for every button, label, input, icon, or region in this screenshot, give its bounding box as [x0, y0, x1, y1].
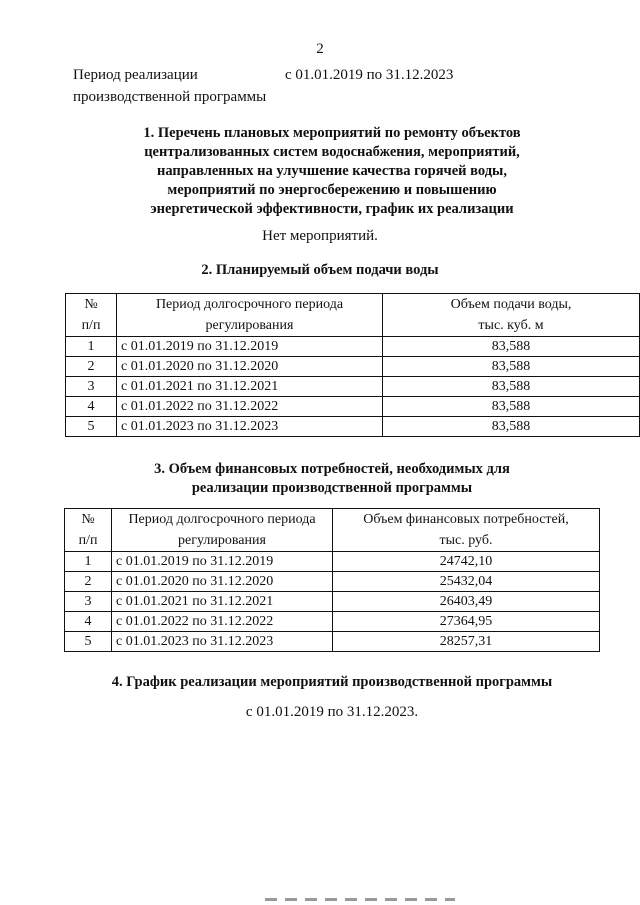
- row-period: с 01.01.2023 по 31.12.2023: [117, 417, 383, 437]
- table-header-row: [65, 509, 600, 552]
- header-period: Период долгосрочного периода регулирования: [117, 294, 383, 337]
- row-num: 4: [66, 397, 117, 417]
- table-row: [66, 357, 640, 377]
- row-period: с 01.01.2022 по 31.12.2022: [112, 612, 333, 632]
- water-volume-table: [65, 293, 640, 437]
- header-value: Объем финансовых потребностей, тыс. руб.: [333, 509, 600, 552]
- header-period: Период долгосрочного периода регулирования: [112, 509, 333, 552]
- table-row: [66, 397, 640, 417]
- row-value: 83,588: [383, 397, 640, 417]
- page-number: 2: [316, 41, 324, 57]
- row-num: 1: [66, 337, 117, 357]
- table-row: [65, 612, 600, 632]
- row-num: 2: [66, 357, 117, 377]
- row-value: 26403,49: [333, 592, 600, 612]
- row-period: с 01.01.2023 по 31.12.2023: [112, 632, 333, 652]
- table-row: [65, 592, 600, 612]
- section1-note: Нет мероприятий.: [262, 228, 378, 244]
- row-period: с 01.01.2019 по 31.12.2019: [117, 337, 383, 357]
- row-value: 25432,04: [333, 572, 600, 592]
- row-value: 83,588: [383, 417, 640, 437]
- row-period: с 01.01.2020 по 31.12.2020: [112, 572, 333, 592]
- row-value: 83,588: [383, 337, 640, 357]
- table-row: [66, 417, 640, 437]
- period-value: с 01.01.2019 по 31.12.2023: [285, 67, 454, 83]
- table-row: [65, 632, 600, 652]
- section4-title: 4. График реализации мероприятий производственной программы: [111, 674, 553, 690]
- table-header-row: [66, 294, 640, 337]
- scan-edge-mark: [265, 898, 455, 901]
- row-period: с 01.01.2021 по 31.12.2021: [117, 377, 383, 397]
- financial-needs-table: [64, 508, 600, 652]
- table-row: [65, 552, 600, 572]
- row-period: с 01.01.2020 по 31.12.2020: [117, 357, 383, 377]
- row-value: 28257,31: [333, 632, 600, 652]
- section4-period: с 01.01.2019 по 31.12.2023.: [245, 704, 419, 720]
- row-num: 1: [65, 552, 112, 572]
- table-row: [66, 337, 640, 357]
- row-period: с 01.01.2021 по 31.12.2021: [112, 592, 333, 612]
- table-row: [66, 377, 640, 397]
- row-num: 3: [65, 592, 112, 612]
- row-num: 5: [66, 417, 117, 437]
- section3-title: 3. Объем финансовых потребностей, необходимых для реализации производственной программы: [154, 461, 510, 496]
- row-num: 3: [66, 377, 117, 397]
- row-num: 5: [65, 632, 112, 652]
- row-value: 83,588: [383, 377, 640, 397]
- section2-title: 2. Планируемый объем подачи воды: [201, 262, 439, 278]
- row-period: с 01.01.2022 по 31.12.2022: [117, 397, 383, 417]
- row-num: 2: [65, 572, 112, 592]
- row-value: 83,588: [383, 357, 640, 377]
- header-value: Объем подачи воды, тыс. куб. м: [383, 294, 640, 337]
- row-period: с 01.01.2019 по 31.12.2019: [112, 552, 333, 572]
- section1-title: 1. Перечень плановых мероприятий по ремонту объектов централизованных систем водоснабжения, мероприятий, направленных на улучшение качества горячей воды, мероприятий по энергосбережению и повышению энергетической эффективности, график их реализации: [143, 125, 521, 217]
- header-num: № п/п: [66, 294, 117, 337]
- row-value: 27364,95: [333, 612, 600, 632]
- row-num: 4: [65, 612, 112, 632]
- row-value: 24742,10: [333, 552, 600, 572]
- table-row: [65, 572, 600, 592]
- header-num: № п/п: [65, 509, 112, 552]
- period-label: Период реализации производственной программы: [73, 67, 267, 105]
